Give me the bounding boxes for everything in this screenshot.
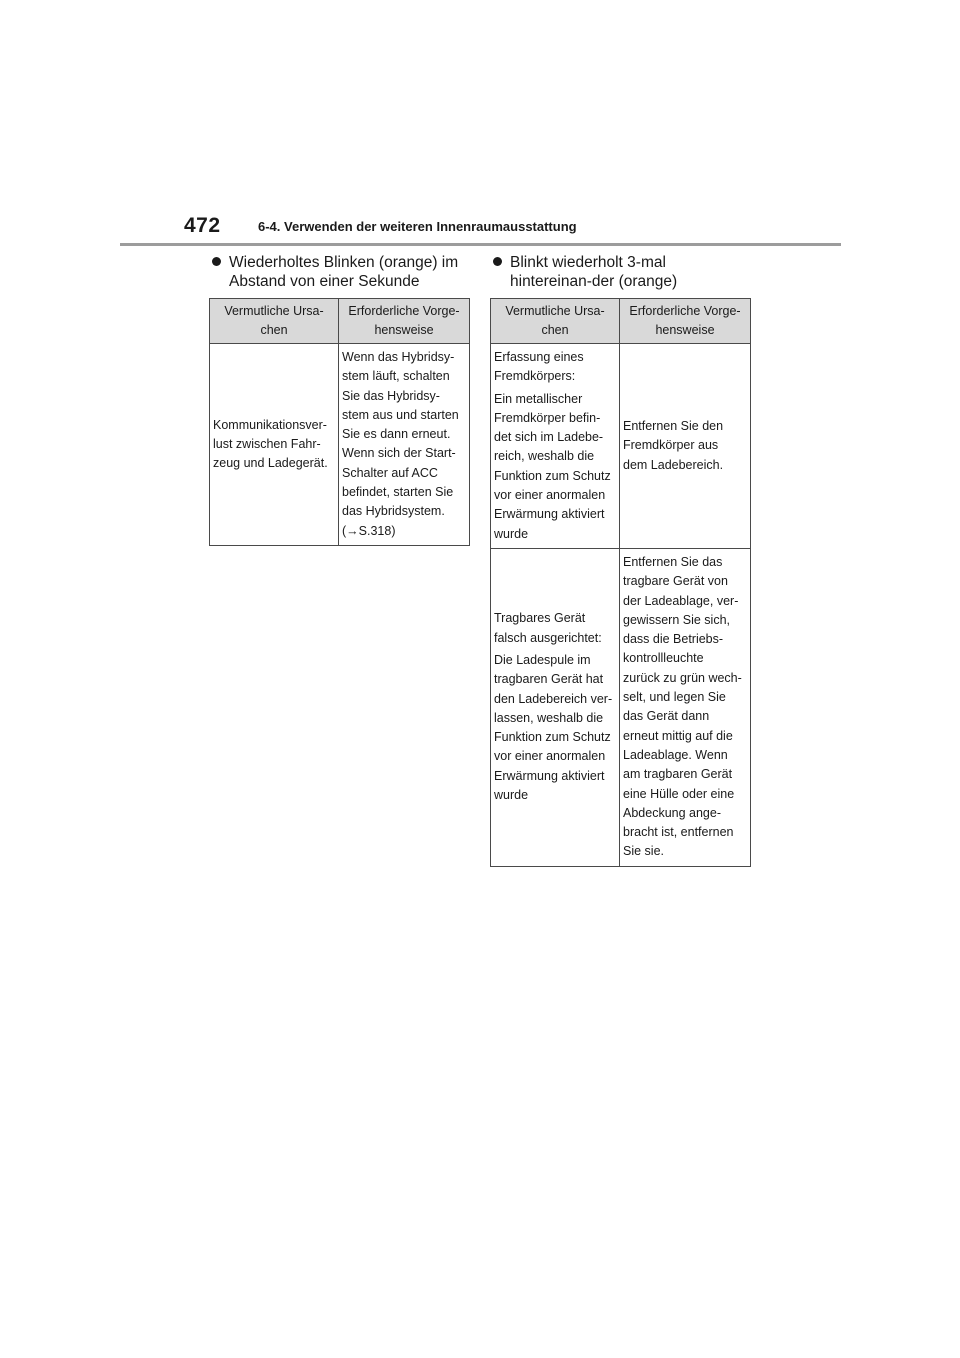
page-number: 472 bbox=[184, 214, 221, 237]
cause-cell bbox=[491, 548, 620, 866]
left-bullet-text: Wiederholtes Blinken (orange) im Abstand von einer Sekunde bbox=[229, 254, 459, 290]
cause-cell bbox=[491, 344, 620, 549]
right-bullet bbox=[490, 253, 750, 298]
left-table bbox=[209, 298, 470, 546]
bullet-dot-icon bbox=[212, 257, 221, 266]
table-row bbox=[491, 548, 751, 866]
table-row bbox=[210, 344, 470, 546]
header-cause: Vermutliche Ursa- chen bbox=[210, 299, 339, 344]
right-column bbox=[490, 253, 750, 867]
action-cell: Wenn das Hybridsy- stem läuft, schalten Sie das Hybridsy- stem aus und starten Sie es dann erneut. Wenn sich der Start- Schalter auf ACC befindet, starten Sie das Hybridsystem. (→S.318) bbox=[339, 344, 470, 546]
table-header-row bbox=[491, 299, 751, 344]
header-cause: Vermutliche Ursa- chen bbox=[491, 299, 620, 344]
action-cell: Entfernen Sie das tragbare Gerät von der Ladeablage, ver- gewissern Sie sich, dass die Betriebs- kontrollleuchte zurück zu grün wech- selt, und legen Sie das Gerät dann erneut mittig auf die Ladeablage. Wenn am tragbaren Gerät eine Hülle oder eine Abdeckung ange- bracht ist, entfernen Sie sie. bbox=[620, 548, 751, 866]
left-bullet bbox=[209, 253, 469, 298]
left-column bbox=[209, 253, 469, 546]
cause-title: Tragbares Gerät falsch ausgerichtet: bbox=[494, 611, 602, 645]
right-bullet-text: Blinkt wiederholt 3-mal hintereinan-der (orange) bbox=[510, 254, 678, 290]
cause-detail: Die Ladespule im tragbaren Gerät hat den Ladebereich ver- lassen, weshalb die Funktion zum Schutz vor einer anormalen Erwärmung aktiviert wurde bbox=[494, 652, 613, 803]
header-action: Erforderliche Vorge- hensweise bbox=[339, 299, 470, 344]
table-header-row bbox=[210, 299, 470, 344]
right-table bbox=[490, 298, 751, 867]
bullet-dot-icon bbox=[493, 257, 502, 266]
header-divider bbox=[120, 243, 841, 246]
table-row bbox=[491, 344, 751, 549]
cause-detail: Ein metallischer Fremdkörper befin- det sich im Ladebe- reich, weshalb die Funktion zum Schutz vor einer anormalen Erwärmung aktiviert wurde bbox=[494, 391, 611, 541]
cause-cell: Kommunikationsver- lust zwischen Fahr- zeug und Ladegerät. bbox=[210, 344, 339, 546]
cause-title: Erfassung eines Fremdkörpers: bbox=[494, 350, 584, 384]
action-cell: Entfernen Sie den Fremdkörper aus dem Ladebereich. bbox=[620, 344, 751, 549]
header-action: Erforderliche Vorge- hensweise bbox=[620, 299, 751, 344]
section-title: 6-4. Verwenden der weiteren Innenraumausstattung bbox=[258, 219, 577, 234]
